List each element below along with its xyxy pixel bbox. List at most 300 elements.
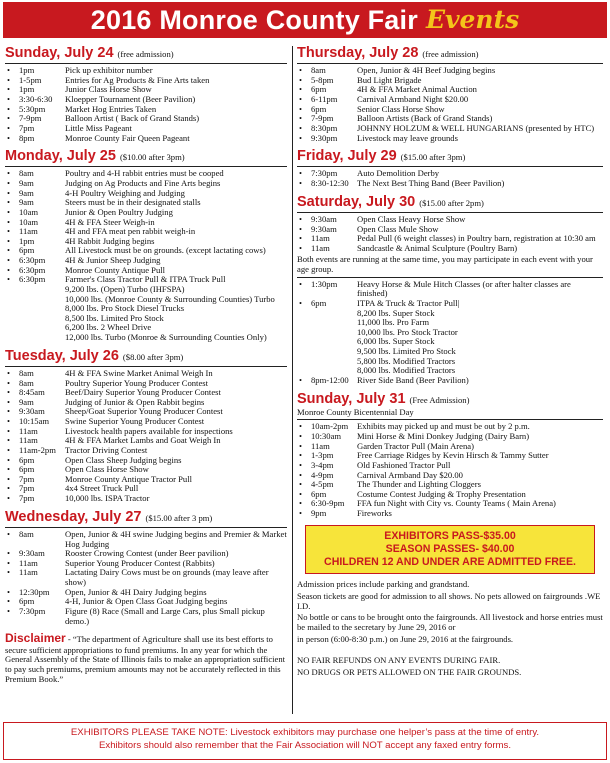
event-item bbox=[7, 607, 287, 626]
event-time bbox=[19, 295, 65, 305]
event-time: 9pm bbox=[311, 508, 327, 519]
event-time: 10am bbox=[19, 216, 39, 227]
event-description: Kloepper Tournament (Beer Pavilion) bbox=[65, 94, 196, 105]
exhibitor-notice bbox=[3, 722, 607, 760]
event-description: Pedal Pull (6 weight classes) in Poultry barn, registration at 10:30 am bbox=[357, 233, 596, 244]
event-description: Exhibits may picked up and must be out by 2 p.m. bbox=[357, 421, 530, 432]
bullet: • bbox=[7, 548, 11, 559]
rule-line bbox=[5, 366, 287, 367]
event-description: 4-H Poultry Weighing and Judging bbox=[65, 187, 185, 198]
event-description: 8,200 lbs. Super Stock bbox=[357, 307, 435, 318]
disclaimer bbox=[5, 632, 287, 684]
event-description: 10,000 lbs. ISPA Tractor bbox=[65, 493, 150, 504]
event-description: Balloon Artists (Back of Grand Stands) bbox=[357, 113, 493, 124]
day-sunday-july-31 bbox=[297, 391, 603, 407]
event-description: 8,000 lbs. Pro Stock Diesel Trucks bbox=[65, 303, 185, 314]
event-description: Carnival Armband Night $20.00 bbox=[357, 94, 469, 105]
event-description: Balloon Artist ( Back of Grand Stands) bbox=[65, 113, 200, 124]
event-time: 1:30pm bbox=[311, 278, 338, 289]
pass-line: EXHIBITORS PASS-$35.00 bbox=[384, 529, 516, 542]
event-item bbox=[299, 499, 603, 509]
event-time: 11am bbox=[19, 567, 38, 578]
event-list bbox=[7, 530, 287, 626]
bullet: • bbox=[7, 493, 11, 504]
event-item bbox=[7, 530, 287, 549]
event-time: 6pm bbox=[19, 245, 35, 256]
bullet: • bbox=[7, 168, 11, 179]
bullet: • bbox=[7, 528, 11, 539]
rule-line bbox=[297, 166, 603, 167]
event-time: 11am bbox=[311, 440, 330, 451]
event-time: 11am bbox=[311, 233, 330, 244]
event-description: Open Class Heavy Horse Show bbox=[357, 213, 466, 224]
event-time: 6pm bbox=[19, 464, 35, 475]
event-time: 5:30pm bbox=[19, 103, 46, 114]
admission-note: ($10.00 after 3pm) bbox=[119, 152, 185, 163]
bullet: • bbox=[299, 113, 303, 124]
admission-note: ($8.00 after 3pm) bbox=[122, 351, 184, 362]
bullet bbox=[7, 323, 19, 333]
bullet: • bbox=[299, 233, 303, 244]
event-time: 9am bbox=[19, 197, 34, 208]
event-description: River Side Band (Beer Pavilion) bbox=[357, 374, 469, 385]
bullet: • bbox=[7, 406, 11, 417]
event-list bbox=[7, 66, 287, 143]
bullet: • bbox=[7, 596, 11, 607]
event-time: 8:45am bbox=[19, 387, 45, 398]
bullet: • bbox=[7, 444, 11, 455]
event-description: 4x4 Street Truck Pull bbox=[65, 483, 139, 494]
event-description: ITPA & Truck & Tractor Pull| bbox=[357, 297, 460, 308]
bullet: • bbox=[7, 416, 11, 427]
bullet bbox=[299, 309, 311, 319]
event-time: 11am bbox=[19, 425, 38, 436]
event-time: 11am bbox=[311, 242, 330, 253]
bullet: • bbox=[299, 297, 303, 308]
event-list bbox=[299, 280, 603, 386]
bullet: • bbox=[299, 374, 303, 385]
event-time: 10am bbox=[19, 206, 39, 217]
day-heading: Tuesday, July 26 bbox=[5, 347, 119, 364]
admission-note: (Free Admission) bbox=[409, 394, 470, 405]
bullet: • bbox=[7, 113, 11, 124]
event-item bbox=[299, 244, 603, 254]
rule-line bbox=[297, 212, 603, 213]
page-title: 2016 Monroe County Fair bbox=[90, 4, 418, 35]
event-description: 9,200 lbs. (Open) Turbo (IHFSPA) bbox=[65, 283, 185, 294]
bullet: • bbox=[7, 567, 11, 578]
event-time: 9:30am bbox=[311, 223, 337, 234]
event-description: Open, Junior & 4H Beef Judging begins bbox=[357, 65, 496, 76]
info-paragraph: in person (6:00-8:30 p.m.) on June 29, 2016 at the fairgrounds. bbox=[297, 633, 514, 644]
event-time bbox=[19, 333, 65, 343]
bullet: • bbox=[7, 245, 11, 256]
day-thursday-july-28 bbox=[297, 45, 603, 61]
bullet: • bbox=[299, 278, 303, 289]
bullet bbox=[299, 337, 311, 347]
event-item bbox=[299, 299, 603, 309]
day-heading: Sunday, July 24 bbox=[5, 45, 114, 61]
left-column bbox=[5, 45, 287, 684]
bullet: • bbox=[7, 367, 11, 378]
bullet: • bbox=[299, 103, 303, 114]
event-item bbox=[299, 66, 603, 76]
event-item bbox=[7, 475, 287, 485]
bullet: • bbox=[7, 435, 11, 446]
event-time: 11am bbox=[19, 435, 38, 446]
admission-note: (free admission) bbox=[422, 49, 479, 59]
bullet: • bbox=[7, 483, 11, 494]
bullet: • bbox=[299, 94, 303, 105]
bullet: • bbox=[299, 84, 303, 95]
event-description: All Livestock must be on grounds. (except lactating cows) bbox=[65, 245, 266, 256]
event-item bbox=[299, 280, 603, 299]
event-description: Superior Young Producer Contest (Rabbits) bbox=[65, 557, 215, 568]
bullet bbox=[299, 328, 311, 338]
day-wednesday-july-27 bbox=[5, 509, 287, 525]
event-time: 10:15am bbox=[19, 416, 50, 427]
event-description: Sandcastle & Animal Sculpture (Poultry Barn) bbox=[357, 242, 518, 253]
event-time: 9am bbox=[19, 396, 34, 407]
event-description: 4H & FFA Steer Weigh-in bbox=[65, 216, 155, 227]
day-saturday-july-30 bbox=[297, 194, 603, 210]
event-description: 11,000 lbs. Pro Farm bbox=[357, 317, 430, 328]
bullet: • bbox=[7, 454, 11, 465]
event-time: 7pm bbox=[19, 483, 35, 494]
event-description: 10,000 lbs. (Monroe County & Surrounding Counties) Turbo bbox=[65, 293, 275, 304]
event-item bbox=[7, 568, 287, 587]
event-time: 6pm bbox=[311, 103, 327, 114]
event-time bbox=[311, 337, 357, 347]
bullet: • bbox=[7, 197, 11, 208]
rule-line bbox=[5, 166, 287, 167]
event-description: Sheep/Goat Superior Young Producer Contest bbox=[65, 406, 223, 417]
event-time bbox=[19, 285, 65, 295]
rule-line bbox=[297, 419, 603, 420]
event-time: 7:30pm bbox=[311, 168, 338, 179]
bullet: • bbox=[299, 479, 303, 490]
event-time: 9am bbox=[19, 187, 34, 198]
bullet bbox=[7, 295, 19, 305]
event-time: 10am-2pm bbox=[311, 421, 349, 432]
event-time: 8am bbox=[19, 528, 34, 539]
spacer bbox=[297, 646, 603, 654]
event-time: 11am bbox=[19, 557, 38, 568]
event-time: 11am-2pm bbox=[19, 444, 56, 455]
event-description: Poultry and 4-H rabbit entries must be cooped bbox=[65, 168, 224, 179]
event-list bbox=[7, 169, 287, 342]
event-description: Poultry Superior Young Producer Contest bbox=[65, 377, 208, 388]
bullet: • bbox=[299, 132, 303, 143]
event-time: 8am bbox=[19, 377, 34, 388]
event-description: 8,000 lbs. Modified Tractors bbox=[357, 365, 456, 376]
bullet: • bbox=[7, 74, 11, 85]
bullet bbox=[7, 314, 19, 324]
event-item bbox=[299, 309, 603, 319]
event-time: 1pm bbox=[19, 84, 35, 95]
bullet: • bbox=[7, 377, 11, 388]
day-friday-july-29 bbox=[297, 148, 603, 164]
info-paragraph: Admission prices include parking and grandstand. bbox=[297, 579, 470, 590]
bullet bbox=[299, 357, 311, 367]
event-time: 6pm bbox=[311, 488, 327, 499]
event-time: 6pm bbox=[311, 297, 327, 308]
event-time: 8:30pm bbox=[311, 122, 338, 133]
event-time: 6-11pm bbox=[311, 94, 338, 105]
event-item bbox=[299, 95, 603, 105]
event-description: Livestock may leave grounds bbox=[357, 132, 458, 143]
bullet: • bbox=[7, 132, 11, 143]
disclaimer-text: - “The department of Agriculture shall use its best efforts to secure sufficient appropriations to fund premiums. In any year for which the General Assembly of the State of Illinois fails to make an appropriation sufficient to pay such premiums, premium amounts may not be accurately reflected in this Premium Book.” bbox=[5, 634, 286, 684]
bullet: • bbox=[7, 255, 11, 266]
event-description: 6,200 lbs. 2 Wheel Drive bbox=[65, 322, 152, 333]
event-note: Both events are running at the same time, you may participate in each event with your age group. bbox=[297, 254, 593, 275]
event-item bbox=[299, 134, 603, 144]
event-description: Entries for Ag Products & Fine Arts taken bbox=[65, 74, 210, 85]
event-description: 4H & FFA Market Animal Auction bbox=[357, 84, 477, 95]
notice-line: EXHIBITORS PLEASE TAKE NOTE: Livestock exhibitors may purchase one helper’s pass at the time of entry. bbox=[70, 727, 540, 738]
event-description: Pick up exhibitor number bbox=[65, 65, 153, 76]
event-time: 6:30-9pm bbox=[311, 498, 345, 509]
day-monday-july-25 bbox=[5, 148, 287, 164]
event-description: Steers must be in their designated stalls bbox=[65, 197, 201, 208]
event-time: 8:30-12:30 bbox=[311, 178, 349, 189]
event-time: 9:30am bbox=[19, 548, 45, 559]
event-description: 4H & FFA Swine Market Animal Weigh In bbox=[65, 367, 213, 378]
event-time: 5-8pm bbox=[311, 74, 334, 85]
title-banner bbox=[3, 2, 607, 38]
event-description: Lactating Dairy Cows must be on grounds (may leave after show) bbox=[65, 567, 269, 588]
event-time bbox=[311, 309, 357, 319]
event-time: 6pm bbox=[19, 596, 35, 607]
bullet: • bbox=[7, 187, 11, 198]
event-time bbox=[311, 318, 357, 328]
bullet: • bbox=[7, 65, 11, 76]
pass-line: SEASON PASSES- $40.00 bbox=[385, 542, 515, 555]
rule-line bbox=[5, 527, 287, 528]
event-description: Monroe County Antique Tractor Pull bbox=[65, 473, 193, 484]
event-time bbox=[19, 314, 65, 324]
admission-note: ($15.00 after 3 pm) bbox=[145, 512, 213, 523]
bullet: • bbox=[299, 178, 303, 189]
event-time: 11am bbox=[19, 226, 38, 237]
day-heading: Friday, July 29 bbox=[297, 148, 397, 165]
event-time: 7pm bbox=[19, 122, 35, 133]
bullet: • bbox=[7, 396, 11, 407]
bullet: • bbox=[7, 605, 11, 616]
bullet: • bbox=[299, 431, 303, 442]
bullet: • bbox=[7, 94, 11, 105]
bullet: • bbox=[7, 464, 11, 475]
bullet: • bbox=[7, 84, 11, 95]
event-time: 7:30pm bbox=[19, 605, 46, 616]
event-description: Monroe County Antique Pull bbox=[65, 264, 166, 275]
event-list bbox=[299, 422, 603, 518]
event-item bbox=[7, 134, 287, 144]
day-subtitle: Monroe County Bicentennial Day bbox=[297, 406, 414, 417]
event-time: 8pm bbox=[19, 132, 35, 143]
column-divider bbox=[292, 46, 293, 714]
event-list bbox=[299, 169, 603, 188]
event-description: Judging on Ag Products and Fine Arts begins bbox=[65, 178, 221, 189]
bullet bbox=[299, 347, 311, 357]
event-time: 6:30pm bbox=[19, 274, 46, 285]
event-time: 6:30pm bbox=[19, 264, 46, 275]
bullet: • bbox=[299, 421, 303, 432]
event-description: Farmer's Class Tractor Pull & ITPA Truck Pull bbox=[65, 274, 226, 285]
day-heading: Wednesday, July 27 bbox=[5, 508, 142, 525]
policy-line: NO FAIR REFUNDS ON ANY EVENTS DURING FAIR. bbox=[297, 655, 501, 666]
event-description: Mini Horse & Mini Donkey Judging (Dairy Barn) bbox=[357, 431, 530, 442]
event-description: Livestock health papers available for inspections bbox=[65, 425, 233, 436]
day-heading: Sunday, July 31 bbox=[297, 390, 406, 407]
bullet bbox=[7, 304, 19, 314]
info-paragraph: Season tickets are good for admission to all shows. No pets allowed on fairgrounds .WE I.D. bbox=[297, 591, 601, 611]
event-description: Carnival Armband Day $20.00 bbox=[357, 469, 463, 480]
event-time: 6:30pm bbox=[19, 255, 46, 266]
bullet: • bbox=[299, 213, 303, 224]
event-description: Beef/Dairy Superior Young Producer Contest bbox=[65, 387, 221, 398]
event-time: 3-4pm bbox=[311, 459, 334, 470]
event-description: The Next Best Thing Band (Beer Pavilion) bbox=[357, 178, 505, 189]
event-description: Junior & Open Poultry Judging bbox=[65, 206, 173, 217]
event-description: Open Class Horse Show bbox=[65, 464, 149, 475]
event-description: 4H & Junior Sheep Judging bbox=[65, 255, 161, 266]
bullet: • bbox=[7, 473, 11, 484]
event-description: Open, Junior & 4H swine Judging begins and Premier & Market Hog Judging bbox=[65, 528, 287, 549]
event-description: Market Hog Entries Taken bbox=[65, 103, 157, 114]
event-time: 9am bbox=[19, 178, 34, 189]
event-time: 8am bbox=[19, 367, 34, 378]
day-heading: Saturday, July 30 bbox=[297, 193, 416, 210]
rule-line bbox=[297, 63, 603, 64]
event-description: Auto Demolition Derby bbox=[357, 168, 440, 179]
bullet: • bbox=[7, 586, 11, 597]
bullet bbox=[299, 318, 311, 328]
event-description: 6,000 lbs. Super Stock bbox=[357, 336, 435, 347]
right-column bbox=[297, 45, 603, 679]
bullet: • bbox=[7, 178, 11, 189]
bullet: • bbox=[299, 488, 303, 499]
admission-note: (free admission) bbox=[117, 49, 174, 59]
event-item bbox=[299, 215, 603, 225]
event-description: Little Miss Pageant bbox=[65, 122, 132, 133]
bullet: • bbox=[7, 387, 11, 398]
event-item bbox=[7, 494, 287, 504]
bullet: • bbox=[299, 440, 303, 451]
event-item bbox=[299, 376, 603, 386]
event-description: 4-H, Junior & Open Class Goat Judging begins bbox=[65, 596, 228, 607]
event-time: 3:30-6:30 bbox=[19, 94, 53, 105]
bullet: • bbox=[7, 235, 11, 246]
event-item bbox=[7, 114, 287, 124]
event-time: 10:30am bbox=[311, 431, 342, 442]
event-time: 4-9pm bbox=[311, 469, 334, 480]
pass-line: CHILDREN 12 AND UNDER ARE ADMITTED FREE. bbox=[324, 556, 576, 569]
event-description: Heavy Horse & Mule Hitch Classes (or after halter classes are finished) bbox=[357, 278, 571, 299]
bullet: • bbox=[7, 216, 11, 227]
event-time bbox=[311, 357, 357, 367]
bullet: • bbox=[299, 65, 303, 76]
rule-line bbox=[5, 63, 287, 64]
admission-note: ($15.00 after 2pm) bbox=[419, 197, 484, 208]
bullet: • bbox=[299, 459, 303, 470]
bullet: • bbox=[299, 450, 303, 461]
event-time: 1-3pm bbox=[311, 450, 334, 461]
bullet: • bbox=[299, 498, 303, 509]
event-description: Costume Contest Judging & Trophy Presentation bbox=[357, 488, 526, 499]
event-description: 12,000 lbs. Turbo (Monroe & Surrounding Counties Only) bbox=[65, 332, 267, 343]
event-description: 4H Rabbit Judging begins bbox=[65, 235, 155, 246]
event-item bbox=[299, 451, 603, 461]
bullet: • bbox=[7, 264, 11, 275]
event-item bbox=[299, 509, 603, 519]
event-time: 7-9pm bbox=[311, 113, 334, 124]
bullet: • bbox=[299, 242, 303, 253]
event-time bbox=[19, 323, 65, 333]
event-description: Junior Class Horse Show bbox=[65, 84, 152, 95]
event-description: Judging of Junior & Open Rabbit begins bbox=[65, 396, 205, 407]
bullet: • bbox=[299, 122, 303, 133]
event-description: JOHNNY HOLZUM & WELL HUNGARIANS (presented by HTC) bbox=[357, 122, 595, 133]
bullet: • bbox=[299, 508, 303, 519]
event-description: 10,000 lbs. Pro Stock Tractor bbox=[357, 326, 458, 337]
event-time: 9:30am bbox=[19, 406, 45, 417]
event-time: 8am bbox=[19, 168, 34, 179]
event-description: 9,500 lbs. Limited Pro Stock bbox=[357, 346, 456, 357]
event-description: Open, Junior & 4H Dairy Judging begins bbox=[65, 586, 207, 597]
event-description: Garden Tractor Pull (Main Arena) bbox=[357, 440, 474, 451]
event-time bbox=[19, 304, 65, 314]
bullet: • bbox=[7, 425, 11, 436]
event-time: 6pm bbox=[311, 84, 327, 95]
event-description: Open Class Mule Show bbox=[357, 223, 439, 234]
bullet: • bbox=[7, 122, 11, 133]
event-description: 5,800 lbs. Modified Tractors bbox=[357, 355, 456, 366]
notice-line: Exhibitors should also remember that the Fair Association will NOT accept any faxed entry forms. bbox=[99, 739, 511, 751]
bullet bbox=[7, 285, 19, 295]
event-description: Bud Light Brigade bbox=[357, 74, 422, 85]
event-time: 9:30am bbox=[311, 213, 337, 224]
event-list bbox=[7, 369, 287, 504]
event-time: 4-5pm bbox=[311, 479, 334, 490]
event-description: Monroe County Fair Queen Pageant bbox=[65, 132, 190, 143]
event-description: FFA fun Night with City vs. County Teams ( Main Arena) bbox=[357, 498, 556, 509]
event-time: 8am bbox=[311, 65, 326, 76]
bullet: • bbox=[299, 469, 303, 480]
bullet: • bbox=[299, 168, 303, 179]
event-description: 8,500 lbs. Limited Pro Stock bbox=[65, 312, 164, 323]
event-description: 4H & FFA Market Lambs and Goat Weigh In bbox=[65, 435, 221, 446]
event-description: Fireworks bbox=[357, 508, 392, 519]
bullet: • bbox=[7, 557, 11, 568]
event-item bbox=[299, 328, 603, 338]
event-description: Free Carriage Ridges by Kevin Hirsch & Tammy Sutter bbox=[357, 450, 549, 461]
event-item bbox=[7, 333, 287, 343]
event-description: The Thunder and Lighting Cloggers bbox=[357, 479, 481, 490]
event-time: 8pm-12:00 bbox=[311, 374, 349, 385]
event-time: 12:30pm bbox=[19, 586, 50, 597]
day-heading: Thursday, July 28 bbox=[297, 45, 419, 61]
policy-line: NO DRUGS OR PETS ALLOWED ON THE FAIR GROUNDS. bbox=[297, 666, 522, 677]
day-sunday-july-24 bbox=[5, 45, 287, 61]
bullet: • bbox=[299, 223, 303, 234]
info-paragraph: No bottle or cans to be brought onto the fairgrounds. All livestock and horse entries must be mailed to the secretary by June 29, 2016 or bbox=[297, 612, 603, 632]
event-description: 4H and FFA meat pen rabbit weigh-in bbox=[65, 226, 196, 237]
bullet: • bbox=[299, 74, 303, 85]
event-time: 7pm bbox=[19, 473, 35, 484]
disclaimer-label: Disclaimer bbox=[5, 631, 66, 646]
